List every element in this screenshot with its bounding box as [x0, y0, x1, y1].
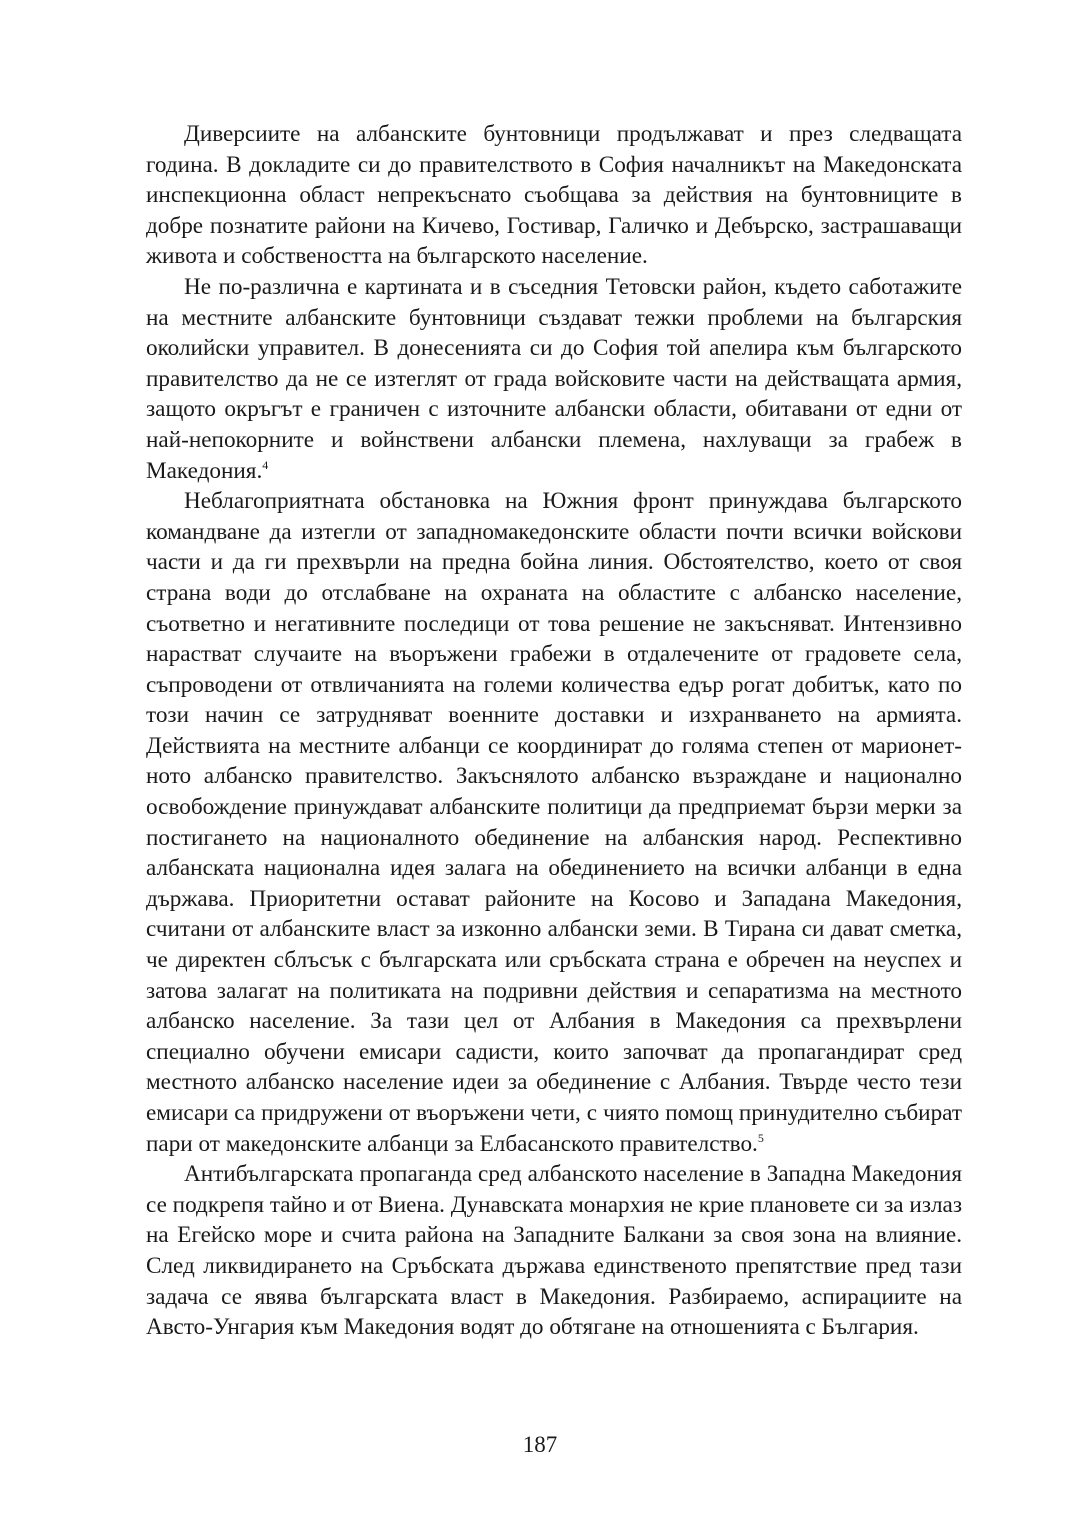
footnote-ref-4: 4 [262, 457, 269, 472]
paragraph-3-text: Неблагоприятната обстановка на Южния фронт принуждава българското командване да изтегли от западномакедонските области почти всички войскови части и да ги прехвърли на предна бойна линия. Обстоятелство, което от своя страна води до отслабване на охраната на областите с албанско население, съответно и негативните последици от това решение не закъсняват. Интензивно нарастват случаите на въоръжени грабежи в отдалечените от градовете села, съпроводени от отвличанията на големи количества едър рогат добитък, като по този начин се затрудняват военните доставки и изхранването на армията. Действията на местните албанци се координират до голяма степен от марионетното албанско правителство. Закъснялото албанско възраждане и национално освобождение принуждават албанските политици да предприемат бързи мерки за постигането на националното обединение на албанския народ. Респективно албанската национална идея залага на обединението на всички албанци в една държава. Приоритетни остават районите на Косово и Западана Македония, считани от албанските власт за изконно албански земи. В Тирана си дават сметка, че директен сблъсък с българската или сръбската страна е обречен на неуспех и затова залагат на политиката на подривни действия и сепаратизма на местното албанско население. За тази цел от Албания в Македония са прехвърлени специално обучени емисари садисти, които започват да пропагандират сред местното албанско население идеи за обединение с Албания. Твърде често тези емисари са придружени от въоръжени чети, с чиято помощ принудително събират пари от македонските албанци за Елбасанското правителство. [146, 488, 962, 1157]
paragraph-1-text: Диверсиите на албанските бунтовници продължават и през следващата година. В докладите си до правителството в София началникът на Македонската инспекционна област непрекъснато съобщава за действия на бунтовниците в добре познатите райони на Кичево, Гостивар, Галичко и Дебърско, застрашаващи живота и собствеността на българското население. [146, 121, 962, 270]
page-number: 187 [522, 1432, 558, 1457]
paragraph-4 [146, 1159, 962, 1343]
paragraph-1 [146, 119, 962, 272]
body-text [146, 119, 962, 1343]
paragraph-3 [146, 486, 962, 1159]
footnote-ref-5: 5 [757, 1130, 764, 1145]
paragraph-4-text: Антибългарската пропаганда сред албанското население в Западна Македония се подкрепя тайно и от Виена. Дунавската монархия не крие плановете си за излаз на Егейско море и счита района на Западните Балкани за своя зона на влияние. След ликвидирането на Сръбската държава единственото препятствие пред тази задача се явява българската власт в Македония. Разбираемо, аспирациите на Австо-Унгария към Македония водят до обтягане на отношенията с България. [146, 1161, 962, 1341]
paragraph-2-text: Не по-различна е картината и в съседния Тетовски район, където саботажите на местните албанските бунтовници създават тежки проблеми на българския околийски управител. В донесенията си до София той апелира към българското правителство да не се изтеглят от града войсковите части на действащата армия, защото окръгът е граничен с източните албански области, обитавани от едни от най-непокорните и войнствени албански племена, нахлуващи за грабеж в Македония. [146, 273, 962, 484]
paragraph-2 [146, 272, 962, 486]
